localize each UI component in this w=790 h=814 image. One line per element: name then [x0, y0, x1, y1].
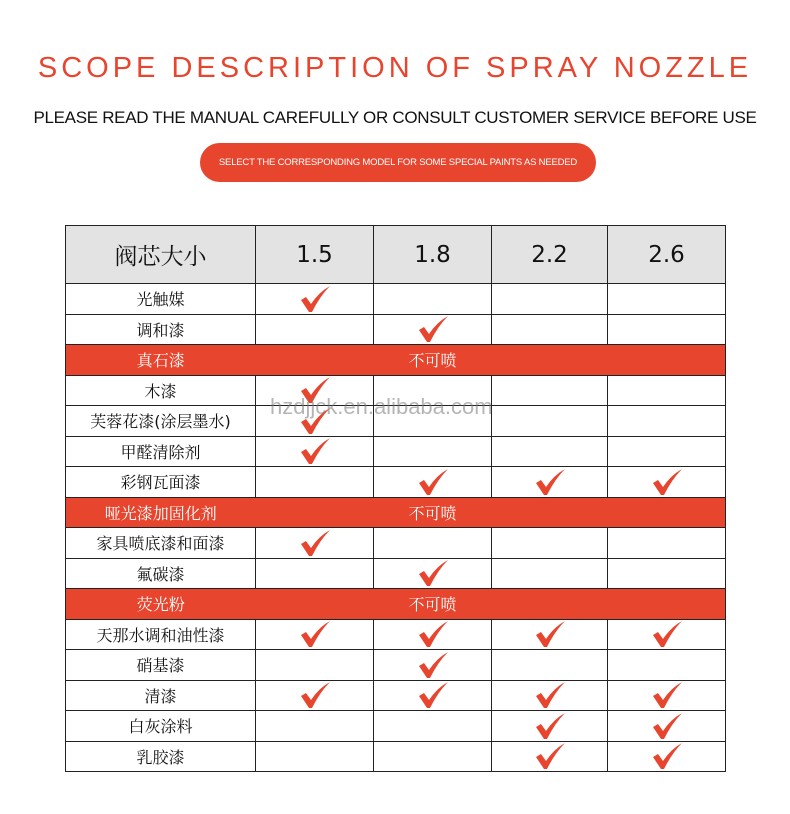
check-cell [256, 741, 374, 772]
check-cell [256, 284, 374, 315]
paint-name: 荧光粉 [66, 589, 256, 620]
check-icon [534, 742, 566, 770]
check-cell [374, 711, 492, 742]
check-icon [651, 468, 683, 496]
header-valve-size: 阀芯大小 [66, 226, 256, 284]
nozzle-scope-table [65, 225, 726, 772]
header-2-6: 2.6 [608, 226, 726, 284]
table-row [66, 619, 726, 650]
check-cell [492, 528, 608, 559]
note-badge: SELECT THE CORRESPONDING MODEL FOR SOME SPECIAL PAINTS AS NEEDED [200, 143, 596, 182]
check-icon [534, 468, 566, 496]
paint-name: 真石漆 [66, 345, 256, 376]
check-cell [256, 314, 374, 345]
check-icon [651, 620, 683, 648]
header-2-2: 2.2 [492, 226, 608, 284]
table-row [66, 497, 726, 528]
check-cell [608, 375, 726, 406]
check-icon [299, 285, 331, 313]
check-cell [374, 314, 492, 345]
check-cell [256, 619, 374, 650]
check-cell [608, 711, 726, 742]
paint-name: 甲醛清除剂 [66, 436, 256, 467]
check-cell [492, 467, 608, 498]
check-cell [492, 436, 608, 467]
check-icon [651, 742, 683, 770]
check-icon [417, 681, 449, 709]
check-icon [417, 315, 449, 343]
check-icon [417, 651, 449, 679]
page-title: SCOPE DESCRIPTION OF SPRAY NOZZLE [37, 52, 753, 84]
check-cell [492, 375, 608, 406]
check-icon [651, 681, 683, 709]
check-cell [492, 314, 608, 345]
not-sprayable-label: 不可喷 [374, 497, 492, 528]
watermark: hzdjjck.en.alibaba.com [270, 394, 493, 419]
check-cell [608, 619, 726, 650]
paint-name: 天那水调和油性漆 [66, 619, 256, 650]
paint-name: 光触媒 [66, 284, 256, 315]
table-row [66, 436, 726, 467]
header-row [66, 226, 726, 284]
table-row [66, 741, 726, 772]
paint-name: 调和漆 [66, 314, 256, 345]
check-cell [492, 406, 608, 437]
header-1-5: 1.5 [256, 226, 374, 284]
table-row [66, 589, 726, 620]
table-row [66, 680, 726, 711]
check-cell [608, 558, 726, 589]
check-cell [374, 436, 492, 467]
check-cell [374, 619, 492, 650]
check-cell [608, 528, 726, 559]
table-row [66, 467, 726, 498]
paint-name: 白灰涂料 [66, 711, 256, 742]
check-cell [492, 284, 608, 315]
check-icon [299, 529, 331, 557]
check-cell [608, 680, 726, 711]
not-sprayable-label: 不可喷 [374, 589, 492, 620]
check-cell [608, 741, 726, 772]
check-cell [492, 619, 608, 650]
check-cell [608, 436, 726, 467]
check-icon [534, 620, 566, 648]
check-cell [492, 680, 608, 711]
check-icon [534, 712, 566, 740]
table-row [66, 711, 726, 742]
table-row [66, 345, 726, 376]
check-cell [374, 284, 492, 315]
check-icon [417, 468, 449, 496]
check-cell [256, 558, 374, 589]
subtitle: PLEASE READ THE MANUAL CAREFULLY OR CONSULT CUSTOMER SERVICE BEFORE USE [33, 108, 757, 127]
paint-name: 氟碳漆 [66, 558, 256, 589]
check-cell [608, 314, 726, 345]
check-cell [256, 467, 374, 498]
check-cell [374, 558, 492, 589]
paint-name: 芙蓉花漆(涂层墨水) [66, 406, 256, 437]
check-cell [256, 436, 374, 467]
check-icon [651, 712, 683, 740]
check-cell [374, 467, 492, 498]
check-icon [299, 681, 331, 709]
check-icon [299, 620, 331, 648]
check-cell [492, 741, 608, 772]
table-row [66, 284, 726, 315]
paint-name: 硝基漆 [66, 650, 256, 681]
paint-name: 彩钢瓦面漆 [66, 467, 256, 498]
paint-name: 木漆 [66, 375, 256, 406]
check-cell [374, 528, 492, 559]
check-icon [299, 437, 331, 465]
check-cell [608, 467, 726, 498]
check-icon [534, 681, 566, 709]
paint-name: 家具喷底漆和面漆 [66, 528, 256, 559]
check-cell [374, 650, 492, 681]
check-cell [256, 680, 374, 711]
check-cell [492, 558, 608, 589]
check-cell [492, 650, 608, 681]
check-cell [608, 284, 726, 315]
paint-name: 乳胶漆 [66, 741, 256, 772]
check-cell [374, 741, 492, 772]
paint-name: 哑光漆加固化剂 [66, 497, 256, 528]
table-row [66, 650, 726, 681]
paint-name: 清漆 [66, 680, 256, 711]
not-sprayable-label: 不可喷 [374, 345, 492, 376]
check-cell [256, 650, 374, 681]
check-cell [256, 711, 374, 742]
check-cell [608, 650, 726, 681]
check-cell [492, 711, 608, 742]
check-cell [256, 528, 374, 559]
check-cell [374, 680, 492, 711]
header-1-8: 1.8 [374, 226, 492, 284]
check-icon [417, 620, 449, 648]
table-row [66, 528, 726, 559]
check-icon [417, 559, 449, 587]
check-cell [608, 406, 726, 437]
table-row [66, 314, 726, 345]
table-row [66, 558, 726, 589]
